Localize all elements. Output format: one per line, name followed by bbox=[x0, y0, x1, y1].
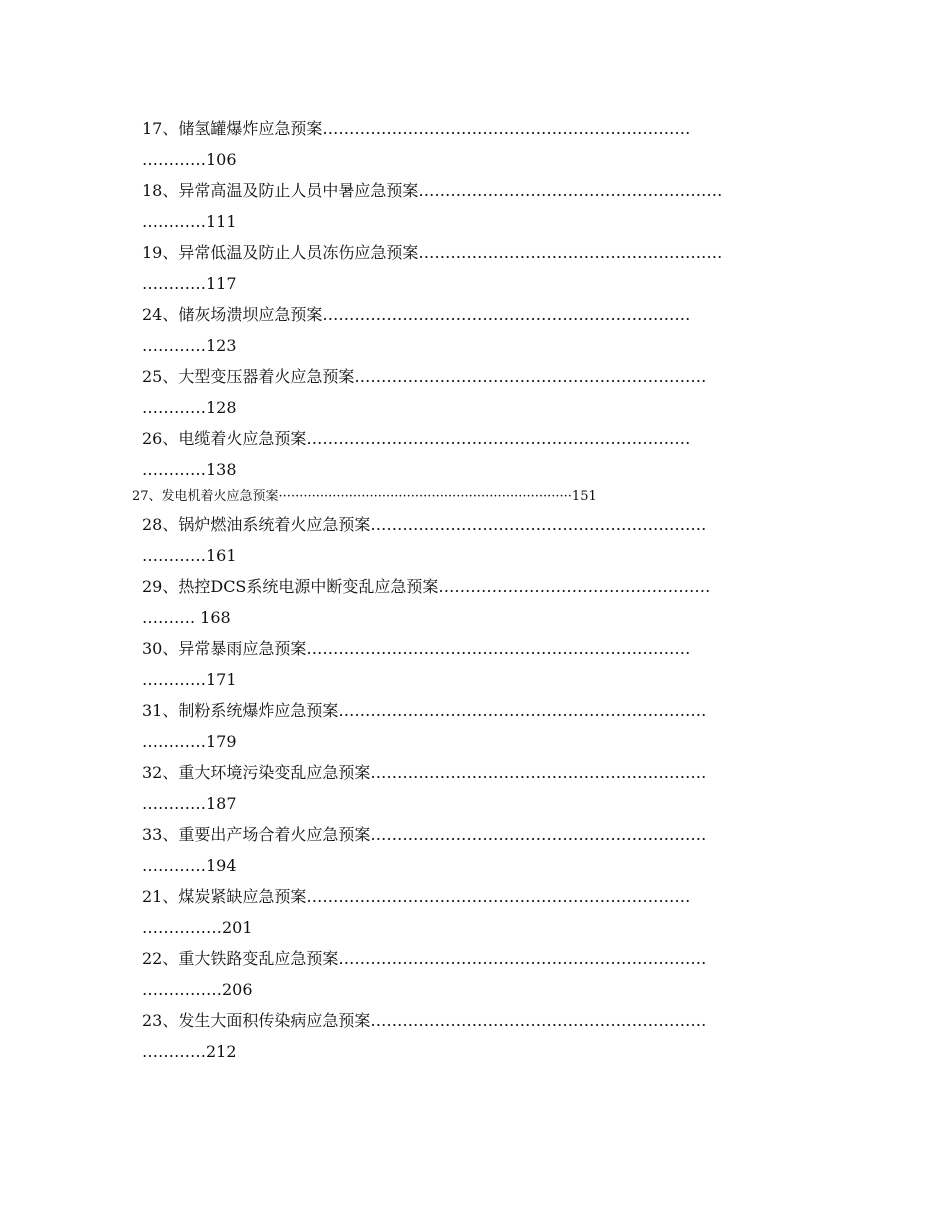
toc-entry[interactable] bbox=[142, 304, 802, 357]
toc-entry[interactable] bbox=[132, 488, 792, 506]
toc-entry[interactable] bbox=[142, 1010, 802, 1063]
toc-entry[interactable] bbox=[142, 948, 802, 1001]
toc-entry-title: 27、发电机着火应急预案·······································································151 bbox=[132, 489, 597, 504]
toc-entry[interactable] bbox=[142, 824, 802, 877]
toc-entry[interactable] bbox=[142, 514, 802, 567]
toc-entry-title: 29、热控DCS系统电源中断变乱应急预案…………………………………………… bbox=[142, 577, 711, 596]
toc-entry[interactable] bbox=[142, 886, 802, 939]
toc-entry[interactable] bbox=[142, 242, 802, 295]
toc-entry-title: 25、大型变压器着火应急预案………………………………………………………… bbox=[142, 367, 707, 386]
toc-entry[interactable] bbox=[142, 700, 802, 753]
toc-entry-page: …………106 bbox=[142, 150, 237, 169]
toc-entry-title: 30、异常暴雨应急预案……………………………………………………………… bbox=[142, 639, 691, 658]
toc-entry-title: 23、发生大面积传染病应急预案……………………………………………………… bbox=[142, 1011, 707, 1030]
toc-entry-page: ……………206 bbox=[142, 980, 253, 999]
toc-entry-page: …………187 bbox=[142, 794, 237, 813]
toc-entry-title: 17、储氢罐爆炸应急预案…………………………………………………………… bbox=[142, 119, 691, 138]
toc-entry[interactable] bbox=[142, 428, 802, 481]
toc-entry[interactable] bbox=[142, 118, 802, 171]
toc-entry-page: …………161 bbox=[142, 546, 237, 565]
toc-entry-title: 33、重要出产场合着火应急预案……………………………………………………… bbox=[142, 825, 707, 844]
toc-entry[interactable] bbox=[142, 576, 802, 629]
toc-entry-title: 18、异常高温及防止人员中暑应急预案………………………………………………… bbox=[142, 181, 723, 200]
toc-entry-title: 32、重大环境污染变乱应急预案……………………………………………………… bbox=[142, 763, 707, 782]
toc-entry-title: 24、储灰场溃坝应急预案…………………………………………………………… bbox=[142, 305, 691, 324]
toc-entry-title: 22、重大铁路变乱应急预案…………………………………………………………… bbox=[142, 949, 707, 968]
toc-entry-page: …………111 bbox=[142, 212, 237, 231]
toc-entry-page: …………117 bbox=[142, 274, 237, 293]
toc-entry[interactable] bbox=[142, 638, 802, 691]
toc-entry-page: …………194 bbox=[142, 856, 237, 875]
toc-entry-page: …………138 bbox=[142, 460, 237, 479]
toc-entry-title: 21、煤炭紧缺应急预案……………………………………………………………… bbox=[142, 887, 691, 906]
toc-entry-page: …………123 bbox=[142, 336, 237, 355]
toc-entry-title: 31、制粉系统爆炸应急预案…………………………………………………………… bbox=[142, 701, 707, 720]
toc-entry-page: …………179 bbox=[142, 732, 237, 751]
toc-entry-page: ……………201 bbox=[142, 918, 253, 937]
toc-entry-page: …………212 bbox=[142, 1042, 237, 1061]
toc-entry-title: 19、异常低温及防止人员冻伤应急预案………………………………………………… bbox=[142, 243, 723, 262]
toc-entry[interactable] bbox=[142, 762, 802, 815]
toc-entry-page: …………128 bbox=[142, 398, 237, 417]
toc-entry[interactable] bbox=[142, 180, 802, 233]
toc-entry-title: 26、电缆着火应急预案……………………………………………………………… bbox=[142, 429, 691, 448]
toc-entry-page: ………. 168 bbox=[142, 608, 231, 627]
toc-entry[interactable] bbox=[142, 366, 802, 419]
toc-entry-page: …………171 bbox=[142, 670, 237, 689]
toc-entry-title: 28、锅炉燃油系统着火应急预案……………………………………………………… bbox=[142, 515, 707, 534]
